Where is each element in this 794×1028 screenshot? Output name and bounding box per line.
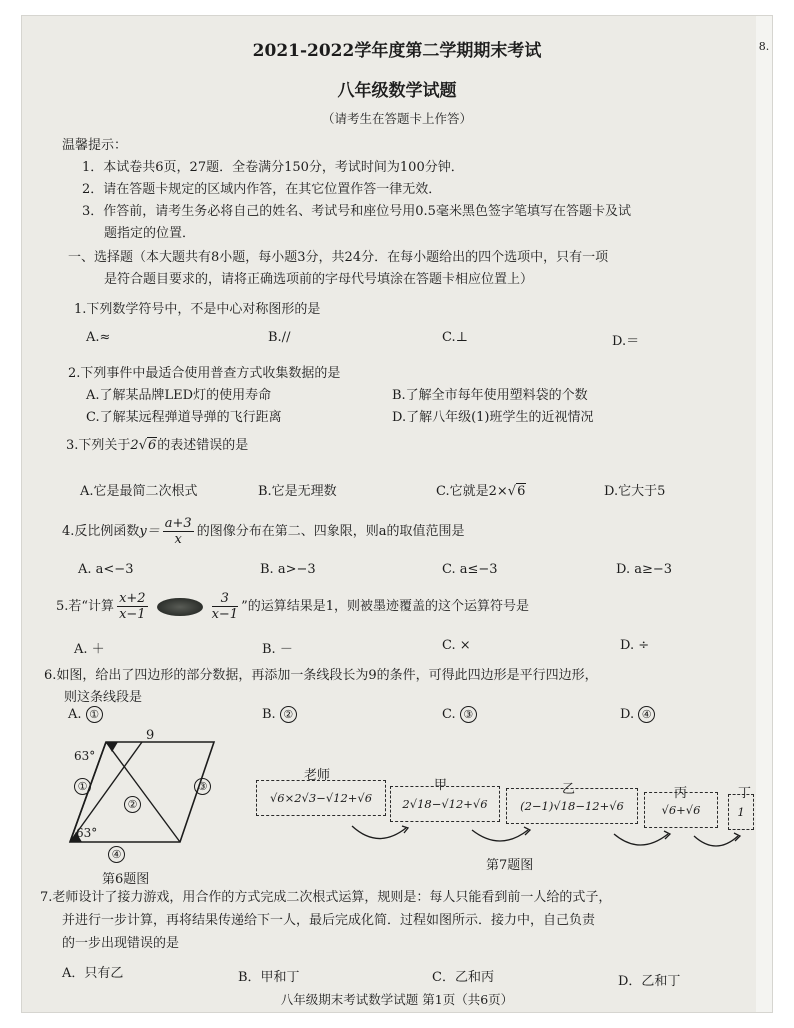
q6-option-a: A. ① bbox=[68, 706, 103, 723]
q7-option-a: A．只有乙 bbox=[62, 966, 124, 981]
section-heading: 一、选择题（本大题共有8小题，每小题3分，共24分．在每小题给出的四个选项中，只有一项 bbox=[68, 250, 609, 265]
fig6-segment-2: ② bbox=[124, 796, 141, 813]
ink-blot bbox=[157, 598, 203, 616]
q3-option-d: D.它大于5 bbox=[604, 484, 666, 499]
q4-option-b: B. a>−3 bbox=[260, 562, 316, 577]
q3-option-c: C.它就是2×√6 bbox=[436, 484, 526, 499]
q3-option-b: B.它是无理数 bbox=[258, 484, 337, 499]
question-1-stem: 1.下列数学符号中，不是中心对称图形的是 bbox=[74, 302, 321, 317]
q4-option-a: A. a<−3 bbox=[78, 562, 134, 577]
question-7-stem-cont: 并进行一步计算，再将结果传递给下一人，最后完成化简．过程如图所示．接力中，自己负责 bbox=[62, 913, 596, 928]
tip-item: 3．作答前，请考生务必将自己的姓名、考试号和座位号用0.5毫米黑色签字笔填写在答题卡及试 bbox=[82, 204, 631, 219]
q7-option-d: D．乙和丁 bbox=[618, 974, 681, 989]
question-4-stem: 4.反比例函数y＝ $\frac{a+3}{x}$ 的图像分布在第二、四象限，则a的取值范围是 bbox=[62, 516, 465, 547]
fig7-name-teacher: 老师 bbox=[304, 768, 331, 783]
question-3-stem: 3.下列关于2√6的表述错误的是 bbox=[66, 438, 249, 453]
tip-item: 1．本试卷共6页，27题．全卷满分150分，考试时间为100分钟． bbox=[82, 160, 464, 175]
q4-fraction: $\frac{a+3}{x}$ bbox=[164, 516, 192, 547]
fig7-arrows bbox=[322, 822, 758, 862]
fig7-name-yi: 乙 bbox=[562, 782, 576, 797]
q5-option-d: D. ÷ bbox=[620, 638, 650, 653]
exam-paper bbox=[22, 16, 772, 1012]
q6-option-b: B. ② bbox=[262, 706, 297, 723]
q5-option-b: B. － bbox=[262, 642, 293, 657]
question-2-stem: 2.下列事件中最适合使用普查方式收集数据的是 bbox=[68, 366, 341, 381]
tip-item: 题指定的位置． bbox=[104, 226, 196, 241]
exam-title: 2021-2022学年度第二学期期末考试 bbox=[252, 41, 542, 61]
q5-fraction-1: $\frac{x+2}{x-1}$ bbox=[119, 591, 146, 622]
question-7-stem-end: 的一步出现错误的是 bbox=[62, 936, 180, 951]
question-6-stem: 6.如图，给出了四边形的部分数据，再添加一条线段长为9的条件，可得此四边形是平行四边形， bbox=[44, 668, 598, 683]
tips-heading: 温馨提示： bbox=[62, 138, 128, 153]
question-7-stem: 7.老师设计了接力游戏，用合作的方式完成二次根式运算，规则是：每人只能看到前一人给的式子， bbox=[40, 890, 612, 905]
q6-option-c: C. ③ bbox=[442, 706, 477, 723]
adjacent-page-text: 8. bbox=[758, 40, 770, 53]
q3-expression: 2√6 bbox=[130, 438, 157, 453]
fig7-name-ding: 丁 bbox=[738, 786, 752, 801]
q2-option-b: B.了解全市每年使用塑料袋的个数 bbox=[392, 388, 588, 403]
q2-option-c: C.了解某远程弹道导弹的飞行距离 bbox=[86, 410, 282, 425]
q7-option-b: B．甲和丁 bbox=[238, 970, 300, 985]
q1-option-c: C.⊥ bbox=[442, 330, 468, 345]
q4-option-d: D. a≥−3 bbox=[616, 562, 673, 577]
fig7-box-ding: 1 bbox=[728, 794, 754, 830]
q5-fraction-2: $\frac{3}{x-1}$ bbox=[211, 591, 239, 622]
fig6-top-length: 9 bbox=[146, 728, 155, 743]
fig6-segment-3: ③ bbox=[194, 778, 211, 795]
q1-option-a: A.≈ bbox=[86, 330, 111, 345]
q2-option-d: D.了解八年级(1)班学生的近视情况 bbox=[392, 410, 594, 425]
q7-option-c: C．乙和丙 bbox=[432, 970, 494, 985]
fig6-angle-bottom: 63° bbox=[76, 826, 98, 840]
fig7-box-bing: √6+√6 bbox=[644, 792, 718, 828]
q1-option-d: D.＝ bbox=[612, 334, 640, 349]
fig6-angle-top: 63° bbox=[74, 749, 96, 763]
q4-option-c: C. a≤−3 bbox=[442, 562, 498, 577]
exam-note: （请考生在答题卡上作答） bbox=[321, 111, 472, 126]
fig7-box-yi: (2−1)√18−12+√6 bbox=[506, 788, 638, 824]
q5-option-a: A. ＋ bbox=[74, 642, 105, 657]
section-instruction: 是符合题目要求的，请将正确选项前的字母代号填涂在答题卡相应位置上） bbox=[104, 272, 534, 287]
adjacent-page-edge bbox=[756, 16, 772, 1012]
q2-option-a: A.了解某品牌LED灯的使用寿命 bbox=[86, 388, 272, 403]
figure-7-caption: 第7题图 bbox=[486, 858, 534, 873]
figure-6-caption: 第6题图 bbox=[102, 872, 150, 887]
question-5-stem: 5.若“计算 $\frac{x+2}{x-1}$ $\frac{3}{x-1}$ ”的运算结果是1，则被墨迹覆盖的这个运算符号是 bbox=[56, 591, 529, 622]
exam-subject: 八年级数学试题 bbox=[337, 81, 457, 101]
q6-option-d: D. ④ bbox=[620, 706, 655, 723]
fig7-box-jia: 2√18−√12+√6 bbox=[390, 786, 500, 822]
fig7-name-jia: 甲 bbox=[434, 778, 448, 793]
fig6-segment-1: ① bbox=[74, 778, 91, 795]
q5-option-c: C. × bbox=[442, 638, 471, 653]
fig7-name-bing: 丙 bbox=[674, 786, 688, 801]
tip-item: 2．请在答题卡规定的区域内作答，在其它位置作答一律无效． bbox=[82, 182, 442, 197]
fig7-box-teacher: √6×2√3−√12+√6 bbox=[256, 780, 386, 816]
q1-option-b: B.// bbox=[268, 330, 291, 345]
question-6-stem-cont: 则这条线段是 bbox=[64, 690, 143, 705]
fig6-segment-4: ④ bbox=[108, 846, 125, 863]
page-footer: 八年级期末考试数学试题 第1页（共6页） bbox=[280, 992, 514, 1007]
q3-option-a: A.它是最简二次根式 bbox=[80, 484, 198, 499]
